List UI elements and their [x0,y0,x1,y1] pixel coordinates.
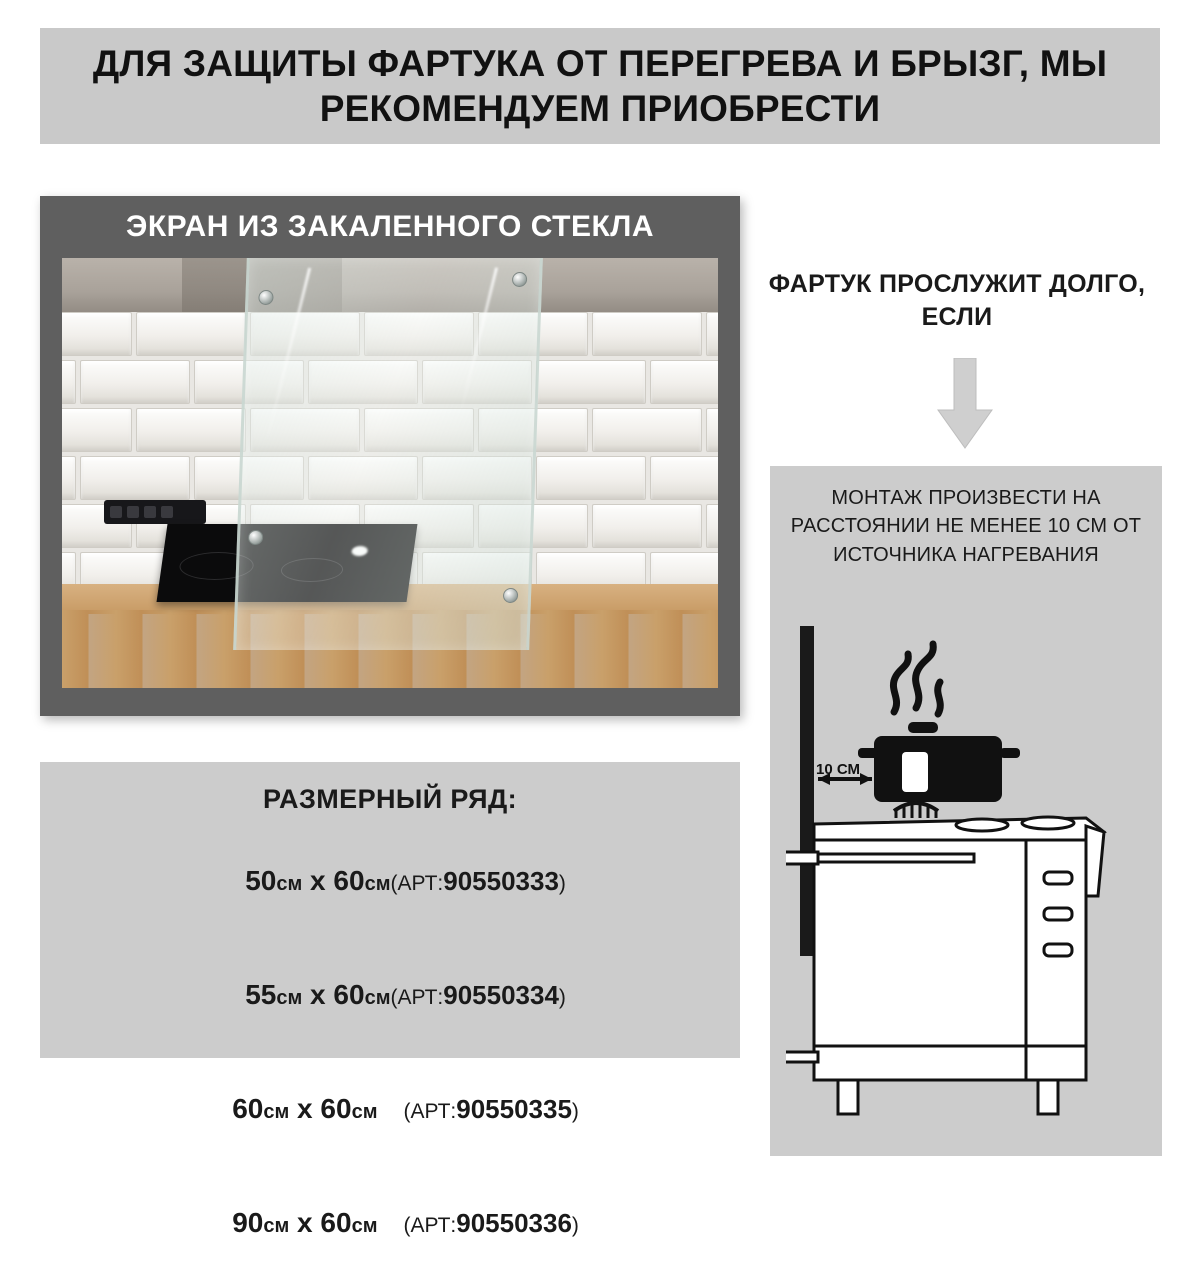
glass-mount-bolt [503,588,519,603]
article-label: (АРТ: [403,1100,457,1123]
article-number: 90550334 [443,980,559,1010]
article-number: 90550333 [443,866,559,896]
size-unit: см [351,1101,378,1123]
article-number: 90550335 [456,1094,572,1124]
size-unit: см [263,1215,290,1237]
wall-socket-block [104,500,206,524]
article-number: 90550336 [456,1208,572,1238]
tempered-glass-screen [233,258,543,650]
size-height: 60 [333,979,365,1010]
article-close: ) [571,1100,579,1123]
size-row [40,947,740,1043]
size-width: 90 [232,1207,264,1238]
stove-diagram [786,596,1146,1141]
size-height: 60 [320,1207,352,1238]
right-lead-text: ФАРТУК ПРОСЛУЖИТ ДОЛГО, ЕСЛИ [768,270,1146,331]
article-close: ) [558,986,566,1009]
size-unit: см [276,987,303,1009]
size-height: 60 [320,1093,352,1124]
photo-card-title: ЭКРАН ИЗ ЗАКАЛЕННОГО СТЕКЛА [126,210,654,243]
article-close: ) [558,872,566,895]
glass-mount-bolt [258,290,274,305]
glass-screen-photo-card [40,196,740,716]
page-title: ДЛЯ ЗАЩИТЫ ФАРТУКА ОТ ПЕРЕГРЕВА И БРЫЗГ, МЫ РЕКОМЕНДУЕМ ПРИОБРЕСТИ [92,42,1108,129]
size-width: 55 [245,979,277,1010]
mounting-info-text: МОНТАЖ ПРОИЗВЕСТИ НА РАССТОЯНИИ НЕ МЕНЕЕ 10 СМ ОТ ИСТОЧНИКА НАГРЕВАНИЯ [790,487,1142,566]
arrow-down-icon [936,358,994,450]
size-separator: x [289,1207,321,1238]
kitchen-photo [62,258,718,688]
size-unit: см [364,873,391,895]
size-separator: x [302,979,334,1010]
size-unit: см [276,873,303,895]
size-unit: см [263,1101,290,1123]
glass-mount-bolt [248,530,264,545]
size-width: 60 [232,1093,264,1124]
size-width: 50 [245,865,277,896]
size-row [40,1175,740,1271]
size-separator: x [302,865,334,896]
size-height: 60 [333,865,365,896]
size-range-panel [40,762,740,1238]
size-range-title: РАЗМЕРНЫЙ РЯД: [263,784,517,814]
kitchen-scene [62,258,718,688]
article-close: ) [571,1214,579,1237]
article-label: (АРТ: [390,986,444,1009]
header-banner [40,28,1160,144]
article-label: (АРТ: [403,1214,457,1237]
size-unit: см [364,987,391,1009]
distance-label: 10 СМ [816,761,860,778]
size-unit: см [351,1215,378,1237]
size-separator: x [289,1093,321,1124]
mounting-info-panel [770,466,1162,1156]
size-row [40,833,740,929]
size-row [40,1061,740,1157]
article-label: (АРТ: [390,872,444,895]
glass-mount-bolt [512,272,528,287]
